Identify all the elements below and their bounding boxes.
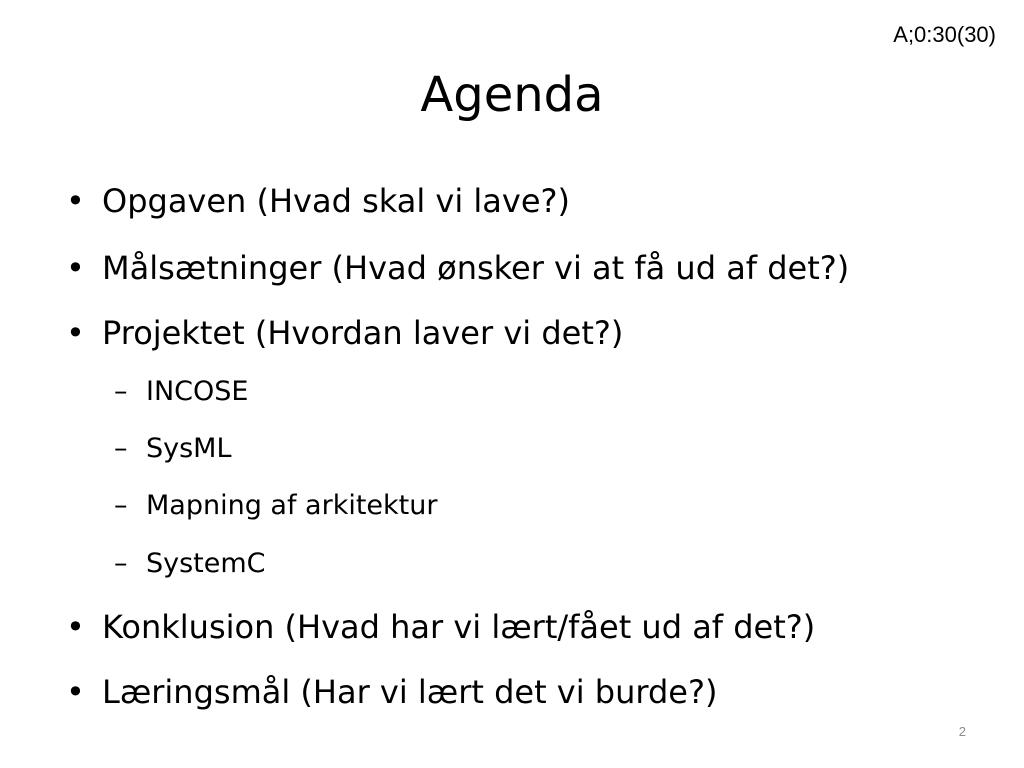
bullet-icon: • [66, 673, 85, 711]
bullet-icon: • [66, 608, 85, 646]
agenda-item-text: Læringsmål (Har vi lært det vi burde?) [102, 673, 718, 711]
dash-icon: – [114, 433, 128, 464]
agenda-subitem-text: SystemC [146, 548, 266, 579]
agenda-subitem-systemc [114, 547, 266, 581]
agenda-subitem-sysml [114, 432, 232, 466]
agenda-subitem-text: SysML [146, 433, 232, 464]
bullet-icon: • [66, 249, 85, 287]
agenda-item-text: Projektet (Hvordan laver vi det?) [102, 314, 624, 352]
agenda-item-text: Opgaven (Hvad skal vi lave?) [102, 182, 570, 220]
agenda-item-text: Konklusion (Hvad har vi lært/fået ud af det?) [102, 608, 816, 646]
dash-icon: – [114, 490, 128, 521]
agenda-item-opgaven [66, 181, 570, 221]
dash-icon: – [114, 548, 128, 579]
agenda-subitem-incose [114, 375, 248, 409]
agenda-item-text: Målsætninger (Hvad ønsker vi at få ud af det?) [102, 249, 850, 287]
slide-title: Agenda [420, 67, 604, 123]
agenda-item-laeringsmaal [66, 672, 717, 712]
bullet-icon: • [66, 182, 85, 220]
agenda-item-maalsaetninger [66, 248, 849, 288]
agenda-subitem-mapning [114, 489, 437, 523]
dash-icon: – [114, 376, 128, 407]
agenda-subitem-text: Mapning af arkitektur [146, 490, 438, 521]
agenda-item-projektet [66, 313, 623, 353]
slide-code-label: A;0:30(30) [893, 22, 996, 47]
agenda-subitem-text: INCOSE [146, 376, 249, 407]
agenda-item-konklusion [66, 607, 815, 647]
bullet-icon: • [66, 314, 85, 352]
slide-page-number: 2 [958, 724, 966, 739]
